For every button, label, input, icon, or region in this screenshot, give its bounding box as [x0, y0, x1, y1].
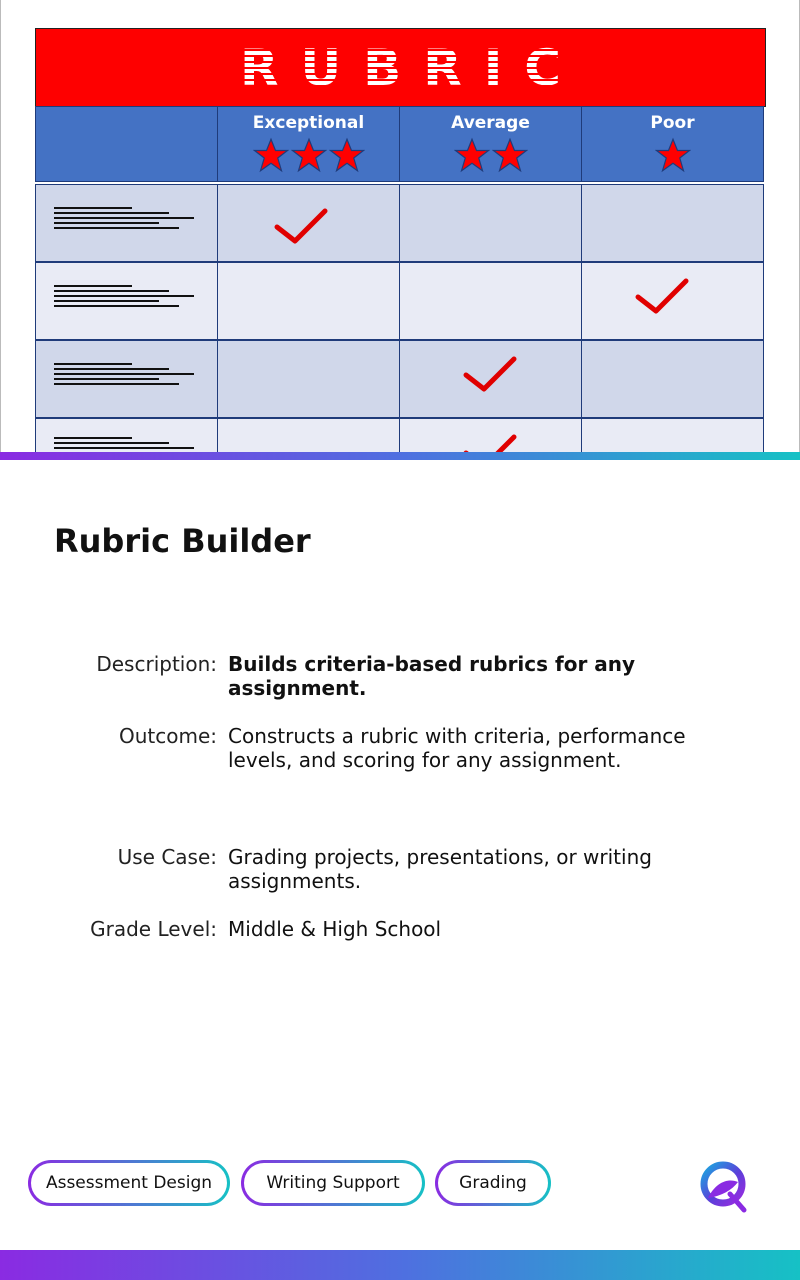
gradient-divider — [0, 452, 800, 460]
score-cell — [399, 418, 582, 452]
header-average — [399, 106, 582, 182]
level-label-exceptional: Exceptional — [252, 113, 365, 133]
grade-level-value: Middle & High School — [228, 917, 442, 941]
criteria-cell — [35, 184, 218, 262]
stars-exceptional — [218, 137, 399, 173]
rubric-hero-image — [0, 0, 800, 452]
checkmark-icon — [462, 355, 518, 395]
star-icon — [492, 137, 528, 173]
score-cell — [217, 262, 400, 340]
star-icon — [329, 137, 365, 173]
stars-poor — [582, 137, 763, 173]
star-icon — [253, 137, 289, 173]
score-cell — [581, 340, 764, 418]
star-icon — [454, 137, 490, 173]
tag-grading[interactable]: Grading — [435, 1160, 551, 1206]
criteria-cell — [35, 262, 218, 340]
star-icon — [291, 137, 327, 173]
header-exceptional — [217, 106, 400, 182]
score-cell — [581, 262, 764, 340]
use-case-value: Grading projects, presentations, or writing assignments. — [228, 845, 652, 893]
tag-writing-support[interactable]: Writing Support — [241, 1160, 425, 1206]
stars-average — [400, 137, 581, 173]
rubric-row — [35, 340, 766, 418]
placeholder-text-lines — [54, 363, 194, 388]
score-cell — [217, 418, 400, 452]
score-cell — [581, 184, 764, 262]
gradient-footer-bar — [0, 1250, 800, 1280]
rubric-title: RUBRIC — [218, 39, 583, 97]
score-cell — [217, 340, 400, 418]
grade-level-label: Grade Level: — [90, 917, 217, 941]
level-label-poor: Poor — [650, 113, 695, 133]
description-label: Description: — [96, 652, 217, 676]
outcome-value: Constructs a rubric with criteria, performance levels, and scoring for any assignment. — [228, 724, 686, 772]
checkmark-icon — [634, 277, 690, 317]
page-title: Rubric Builder — [54, 522, 311, 560]
q-quill-logo-icon — [698, 1160, 750, 1214]
rubric-banner — [35, 28, 766, 107]
header-poor — [581, 106, 764, 182]
score-cell — [399, 262, 582, 340]
use-case-label: Use Case: — [117, 845, 217, 869]
criteria-cell — [35, 418, 218, 452]
placeholder-text-lines — [54, 437, 194, 452]
placeholder-text-lines — [54, 285, 194, 310]
level-label-average: Average — [451, 113, 530, 133]
score-cell — [399, 184, 582, 262]
checkmark-icon — [462, 433, 518, 452]
rubric-row — [35, 418, 766, 452]
checkmark-icon — [273, 207, 329, 247]
description-value: Builds criteria-based rubrics for any assignment. — [228, 652, 636, 700]
rubric-row — [35, 262, 766, 340]
rubric-row — [35, 184, 766, 262]
score-cell — [581, 418, 764, 452]
rubric-header-row — [35, 106, 766, 184]
outcome-label: Outcome: — [118, 724, 217, 748]
score-cell — [399, 340, 582, 418]
score-cell — [217, 184, 400, 262]
criteria-cell — [35, 340, 218, 418]
tag-assessment-design[interactable]: Assessment Design — [28, 1160, 230, 1206]
header-empty-cell — [35, 106, 218, 182]
placeholder-text-lines — [54, 207, 194, 232]
star-icon — [655, 137, 691, 173]
